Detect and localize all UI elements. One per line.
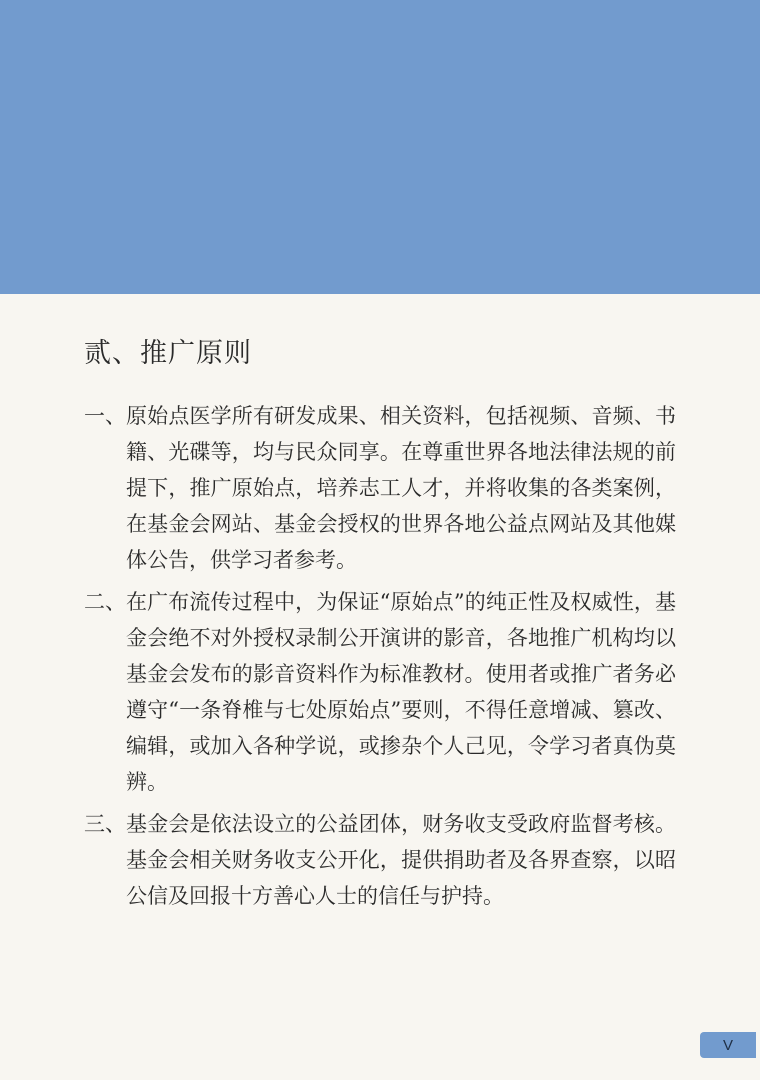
principle-item-1 (84, 398, 684, 578)
header-color-band (0, 0, 760, 294)
item-number: 一、 (84, 404, 126, 428)
principle-item-3 (84, 806, 684, 914)
principle-item-2 (84, 584, 684, 800)
section-title: 贰、推广原则 (84, 338, 252, 369)
item-text: 基金会是依法设立的公益团体，财务收支受政府监督考核。基金会相关财务收支公开化，提供捐助者及各界查察，以昭公信及回报十方善心人士的信任与护持。 (126, 812, 676, 908)
item-text: 原始点医学所有研发成果、相关资料，包括视频、音频、书籍、光碟等，均与民众同享。在尊重世界各地法律法规的前提下，推广原始点，培养志工人才，并将收集的各类案例，在基金会网站、基金会授权的世界各地公益点网站及其他媒体公告，供学习者参考。 (126, 404, 676, 572)
page-number: V (722, 1036, 733, 1054)
page-number-tab (700, 1032, 756, 1058)
item-number: 二、 (84, 590, 126, 614)
item-text: 在广布流传过程中，为保证“原始点”的纯正性及权威性，基金会绝不对外授权录制公开演讲的影音，各地推广机构均以基金会发布的影音资料作为标准教材。使用者或推广者务必遵守“一条脊椎与七处原始点”要则，不得任意增减、篡改、编辑，或加入各种学说，或掺杂个人己见，令学习者真伪莫辨。 (126, 590, 676, 794)
page-content (0, 294, 760, 1080)
item-number: 三、 (84, 812, 126, 836)
